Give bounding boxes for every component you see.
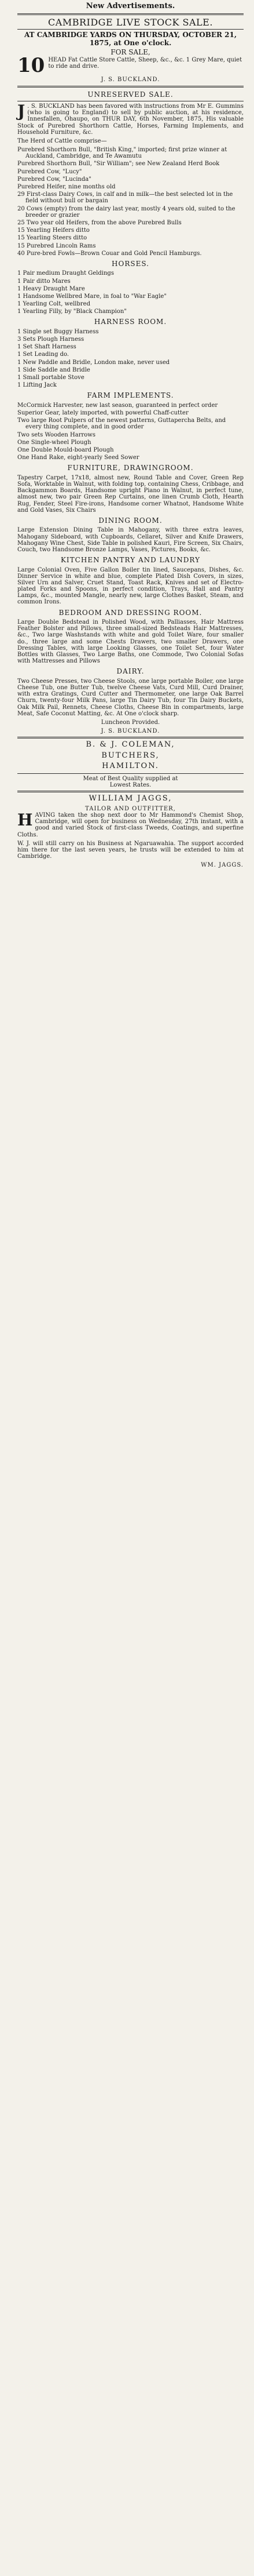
ad-signature: J. S. BUCKLAND. [101, 728, 160, 735]
dairy-text: Two Cheese Presses, two Cheese Stools, one large portable Boiler, one large Cheese Tub, one Butter Tub, twelve Cheese Vats, Curd Mill, Curd Drainer, with extra Gratings, Curd Cutter and Thermometer, one large Oak Barrel Churn, twenty-four Milk Pans, large Tin Dairy Tub, four Tin Dairy Buckets, Oak Milk Pail, Rennets, Cheese Cloths, Cheese Bin in compartments, large Meat, Safe Coconut Matting, &c. At One o'clock sharp. [17, 678, 244, 717]
divider [17, 773, 244, 774]
list-item: 1 Heavy Draught Mare [17, 285, 85, 292]
kitchen-text: Large Colonial Oven, Five Gallon Boiler tin lined, Saucepans, Dishes, &c. Dinner Service in white and blue, complete Plated Dish Covers, in sizes, Silver Urn and Salver, Cruet Stand, Toast Rack, Knives and set of Electro-plated Forks and Spoons, in perfect condition, Trays, Hall and Pantry Lamps, &c., mounted Mangle, nearly new, large Clothes Basket, Steam, and common Irons. [17, 566, 244, 606]
lot-entry [17, 53, 244, 77]
ad-unreserved-sale [17, 91, 244, 735]
cattle-list [17, 147, 244, 257]
ad-signature: J. S. BUCKLAND. [101, 77, 160, 83]
list-item: 1 Pair medium Draught Geldings [17, 270, 114, 277]
list-item: 40 Pure-bred Fowls—Brown Couar and Gold Pencil Hamburgs. [17, 250, 202, 257]
list-item: Purebred Shorthorn Bull, "Sir William"; see New Zealand Herd Book [17, 161, 220, 168]
divider [17, 86, 244, 88]
list-item: 1 New Paddle and Bridle, London make, never used [17, 359, 170, 366]
horses-list [17, 270, 244, 315]
ad-subtitle: BUTCHERS, [101, 751, 160, 760]
ad-text-2: W. J. will still carry on his Business at Ngaruawahia. The support accorded him there for the last seven years, he trusts will be extended to him at Cambridge. [17, 840, 244, 860]
list-item: One Single-wheel Plough [17, 439, 91, 446]
harness-heading: HARNESS ROOM. [94, 318, 167, 326]
horses-heading: HORSES. [112, 259, 149, 268]
cattle-heading: The Herd of Cattle comprise— [17, 137, 107, 144]
list-item: Superior Gear, lately imported, with powerful Chaff-cutter [17, 410, 189, 417]
list-item: Two large Root Pulpers of the newest patterns, Guttapercha Belts, and every thing complete, and in good order [17, 417, 226, 431]
farm-heading: FARM IMPLEMENTS. [87, 391, 174, 400]
ad-text: HAVING taken the shop next door to Mr Hammond's Chemist Shop, Cambridge, will open for business on Wednesday, 27th instant, with a good and varied Stock of first-class Tweeds, Coatings, and superfine Cloths. [17, 810, 244, 838]
ad-intro: AT CAMBRIDGE YARDS ON THURSDAY, OCTOBER 21, 1875, at One o'clock. [24, 31, 237, 47]
list-item: McCormick Harvester, new last season, guaranteed in perfect order [17, 402, 218, 409]
farm-list [17, 402, 244, 461]
list-item: 1 Handsome Wellbred Mare, in foal to "War Eagle" [17, 293, 167, 300]
lot-text: HEAD Fat Cattle Store Cattle, Sheep, &c., &c. 1 Grey Mare, quiet to ride and drive. [48, 56, 242, 70]
list-item: One Hand Rake, eight-yearly Seed Sower [17, 454, 139, 461]
list-item: 15 Yearling Heifers ditto [17, 227, 90, 234]
divider [17, 791, 244, 792]
ad-cambridge-live-stock-sale [17, 17, 244, 83]
ad-william-jaggs [17, 795, 244, 868]
list-item: 1 Set Leading do. [17, 351, 69, 358]
ad-title: B. & J. COLEMAN, [86, 740, 175, 749]
kitchen-heading: KITCHEN PANTRY AND LAUNDRY [60, 556, 201, 565]
lot-number: 10 [17, 53, 45, 77]
ad-title: UNRESERVED SALE. [87, 90, 174, 99]
ad-subtitle: TAILOR AND OUTFITTER, [85, 805, 176, 812]
list-item: 1 Single set Buggy Harness [17, 328, 99, 335]
dining-text: Large Extension Dining Table in Mahogany, with three extra leaves, Mahogany Sideboard, with Cupboards, Cellaret, Silver and Knife Drawers, Mahogany Wine Chest, Side Table in polished Kauri, Fire Screen, Six Chairs, Couch, two Handsome Bronze Lamps, Vases, Pictures, Books, &c. [17, 527, 244, 553]
section-title: New Advertisements. [86, 2, 175, 10]
list-item: Purebred Heifer, nine months old [17, 184, 116, 191]
drop-cap: H [17, 810, 33, 830]
list-item: 1 Yearling Filly, by "Black Champion" [17, 308, 127, 315]
ad-text: Meat of Best Quality supplied at [83, 776, 178, 782]
list-item: 1 Lifting Jack [17, 382, 57, 389]
list-item: 3 Sets Plough Harness [17, 336, 84, 343]
list-item: 1 Pair ditto Mares [17, 278, 71, 285]
ad-title: WILLIAM JAGGS, [89, 794, 172, 803]
list-item: 1 Yearling Colt, wellbred [17, 301, 90, 308]
divider [17, 737, 244, 738]
bedroom-heading: BEDROOM AND DRESSING ROOM. [58, 608, 203, 617]
furniture-heading: FURNITURE, DRAWINGROOM. [67, 464, 194, 472]
ad-title: CAMBRIDGE LIVE STOCK SALE. [48, 16, 213, 28]
list-item: 29 First-class Dairy Cows, in calf and in milk—the best selected lot in the field without bull or bargain [17, 191, 233, 205]
bedroom-text: Large Double Bedstead in Polished Wood, with Palliasses, Hair Mattress Feather Bolster and Pillows, three small-sized Bedsteads Hair Mattresses, &c., Two large Washstands with white and gold Toilet Ware, four smaller do., three large and some Chests Drawers, two smaller Drawers, one Dressing Tables, with large Looking Glasses, one Toilet Set, four Water Bottles with Glasses, Two Large Baths, one Commode, Two Colonial Sofas with Mattresses and Pillows [17, 619, 244, 665]
harness-list [17, 329, 244, 389]
ad-heading: FOR SALE, [111, 48, 150, 57]
drop-cap: J [17, 101, 25, 121]
drawingroom-text: Tapestry Carpet, 17x18, almost new, Round Table and Cover, Green Rep Sofa, Worktable in Walnut, with folding top, containing Chess, Cribbage, and Backgammon Boards, Handsome upright Piano in Walnut, in perfect tune, almost new, two pair Green Rep Curtains, one linen Crumb Cloth, Hearth Rug, Fender, Steel Fire-irons, Handsome corner Whatnot, Handsome White and Gold Vases, Six Chairs [17, 474, 244, 514]
list-item: 15 Purebred Lincoln Rams [17, 242, 96, 249]
list-item: Purebred Cow, "Lucy" [17, 168, 82, 175]
list-item: 1 Small portable Stove [17, 374, 84, 381]
list-item: One Double Mould-board Plough [17, 446, 114, 453]
ad-text-2: Lowest Rates. [109, 782, 152, 789]
luncheon-note: Luncheon Provided. [101, 719, 160, 726]
dining-heading: DINING ROOM. [98, 516, 163, 525]
divider [17, 13, 244, 15]
ad-coleman-butchers [17, 741, 244, 788]
dairy-heading: DAIRY. [116, 667, 145, 676]
list-item: Two sets Wooden Harrows [17, 431, 95, 438]
list-item: Purebred Cow, "Lucinda" [17, 176, 91, 183]
list-item: 25 Two year old Heifers, from the above Purebred Bulls [17, 219, 182, 226]
list-item: 20 Cows (empty) from the dairy last year, mostly 4 years old, suited to the breeder or grazier [17, 205, 235, 219]
list-item: 15 Yearling Steers ditto [17, 235, 87, 242]
ad-place: HAMILTON. [102, 762, 159, 771]
ad-signature: WM. JAGGS. [201, 862, 244, 869]
divider [17, 29, 244, 30]
list-item: 1 Side Saddle and Bridle [17, 366, 90, 373]
list-item: 1 Set Shaft Harness [17, 344, 76, 351]
ad-intro: J . S. BUCKLAND has been favored with instructions from Mr E. Gummins (who is going to England) to sell by public auction, at his residence, Innesfallen, Ohaupo, on THUR DAY, 6th November, 1875, His valuable Stock of Purebred Shorthorn Cattle, Horses, Farming Implements, and Household Furniture, &c. [17, 101, 244, 136]
list-item: Purebred Shorthorn Bull, "British King," imported; first prize winner at Auckland, Cambridge, and Te Awamutu [17, 147, 227, 160]
